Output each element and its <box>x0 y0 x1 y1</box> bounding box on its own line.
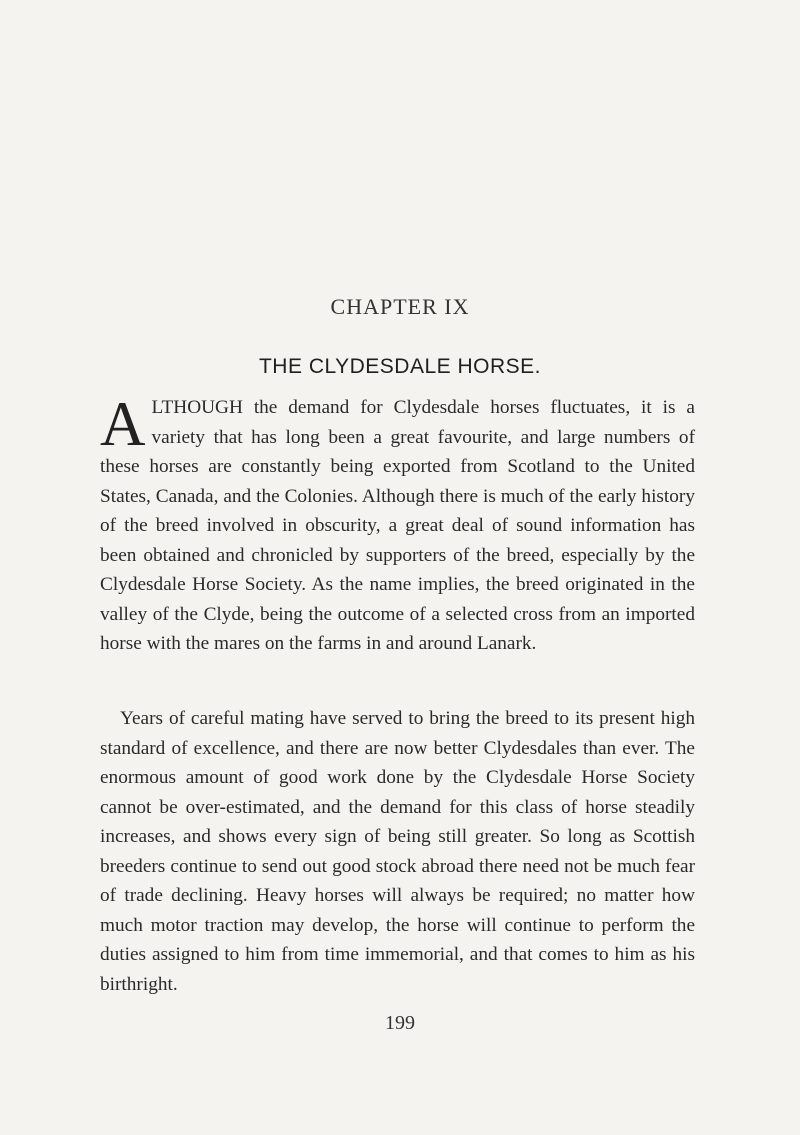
drop-cap: A <box>100 389 146 459</box>
paragraph-1 <box>100 389 695 659</box>
chapter-heading: CHAPTER IX <box>330 294 470 319</box>
paragraph-2: Years of careful mating have served to bring the breed to its present high standard of excellence, and there are now better Clydesdales than ever. The enormous amount of good work done by the Clydesdale Horse Society cannot be over-estimated, and the demand for this class of horse steadily increases, and shows every sign of being still greater. So long as Scottish breeders continue to send out good stock abroad there need not be much fear of trade declining. Heavy horses will always be required; no matter how much motor traction may develop, the horse will continue to perform the duties assigned to him from time immemorial, and that comes to him as his birthright. <box>100 708 695 995</box>
page-number: 199 <box>385 1012 415 1034</box>
chapter-title: THE CLYDESDALE HORSE. <box>258 355 541 378</box>
paragraph-1-text: LTHOUGH the demand for Clydesdale horses fluctuates, it is a variety that has long been a great favourite, and large numbers of these horses are constantly being exported from Scotland to the United States, Canada, and the Colonies. Although there is much of the early history of the breed involved in obscurity, a great deal of sound information has been obtained and chronicled by supporters of the breed, especially by the Clydesdale Horse Society. As the name implies, the breed originated in the valley of the Clyde, being the outcome of a selected cross from an imported horse with the mares on the farms in and around Lanark. <box>100 397 695 654</box>
